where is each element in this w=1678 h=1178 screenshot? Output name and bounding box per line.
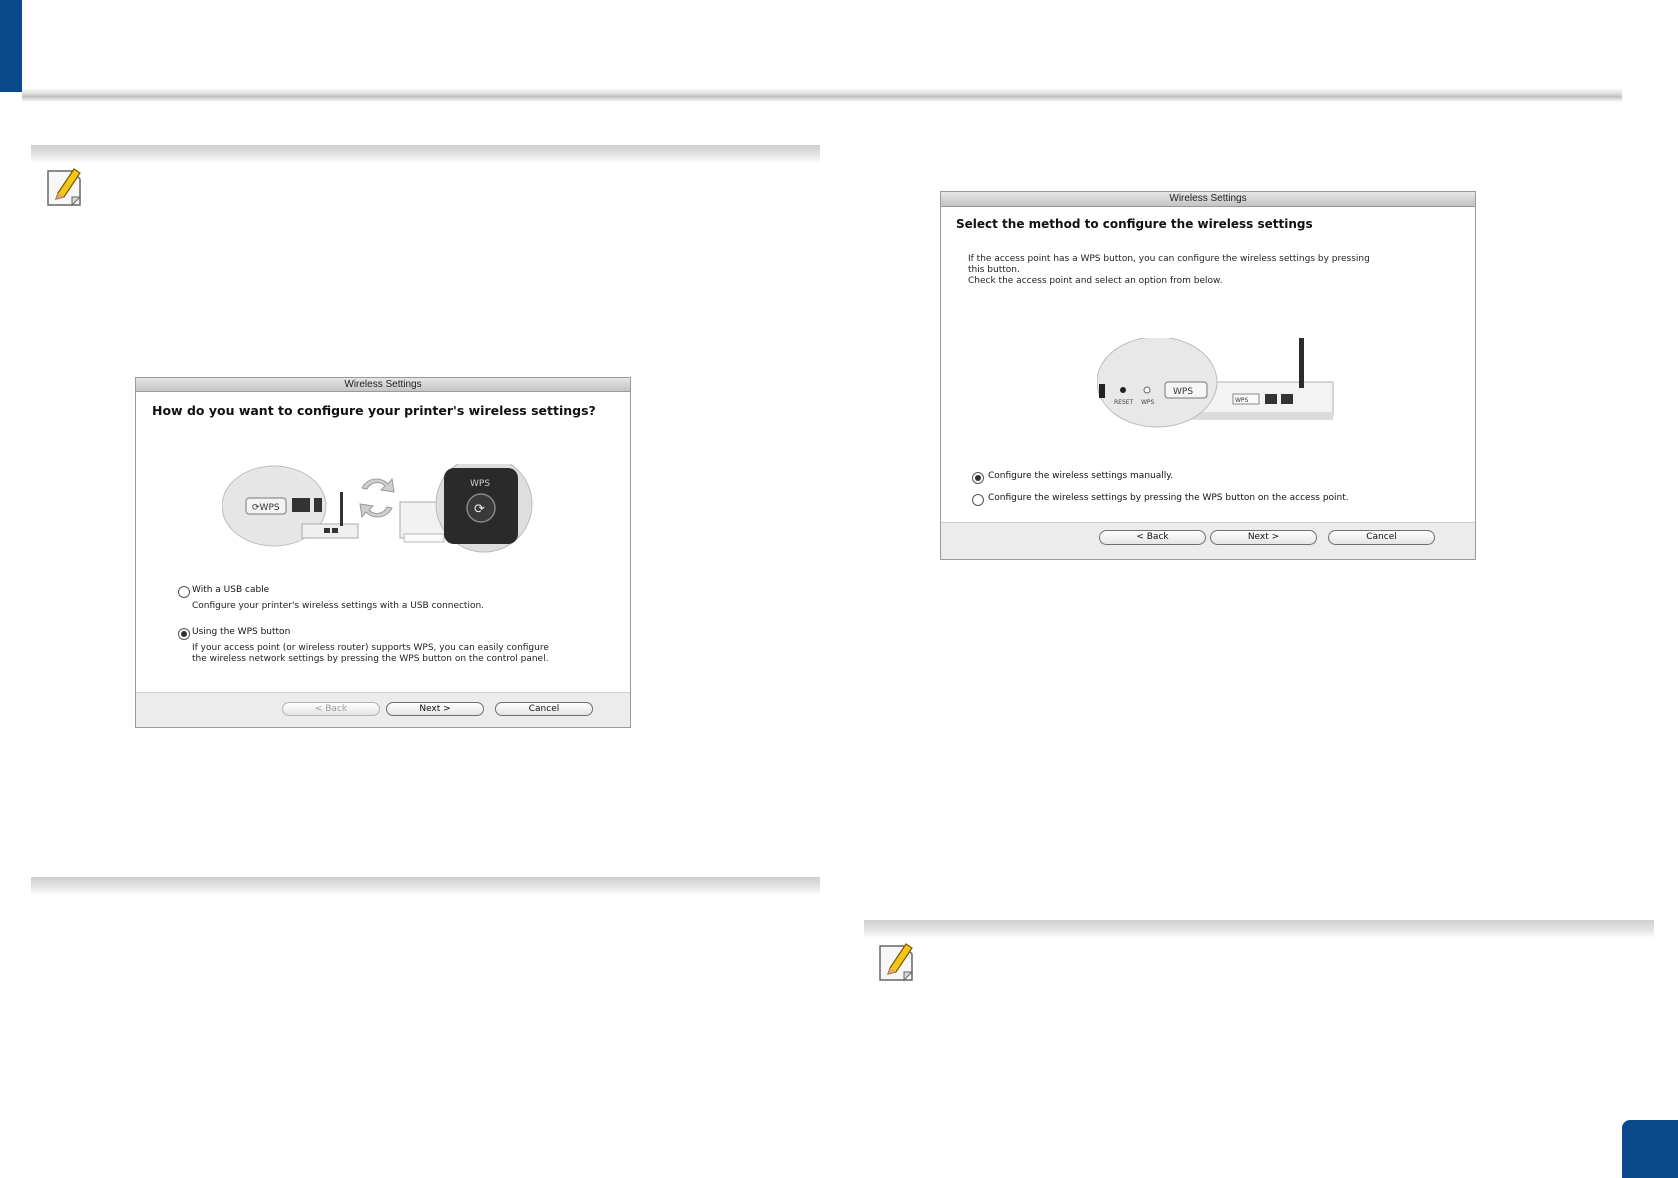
svg-text:⟳WPS: ⟳WPS [252,503,280,513]
cancel-button[interactable]: Cancel [495,702,593,716]
router-wps-tag: WPS [1235,397,1249,404]
dialog-footer [136,692,630,727]
wireless-settings-dialog-left [135,377,631,728]
radio-wps-button[interactable] [178,628,190,640]
note-pencil-icon [876,940,918,984]
option-usb-label: With a USB cable [192,585,270,595]
section-bar-bottom-left [31,877,820,895]
back-button[interactable]: < Back [282,702,380,716]
option-usb-description: Configure your printer's wireless settings with a USB connection. [192,601,485,611]
cancel-button[interactable]: Cancel [1328,530,1435,545]
back-button[interactable]: < Back [1099,530,1206,545]
radio-configure-manually[interactable] [972,472,984,484]
option-wps-description-1: If your access point (or wireless router) supports WPS, you can easily configure [192,643,549,653]
section-bar-top-left [31,145,820,163]
dialog-title: Wireless Settings [136,378,630,392]
svg-text:⟳: ⟳ [474,502,485,517]
router-wps-small-label: WPS [1141,399,1155,406]
option-manual-label: Configure the wireless settings manually. [988,471,1174,481]
router-wps-illustration [1097,338,1337,434]
wps-printer-illustration [222,464,542,554]
radio-configure-wps[interactable] [972,494,984,506]
option-wps-label: Using the WPS button [192,627,291,637]
dialog-heading: How do you want to configure your printer's wireless settings? [152,403,596,418]
dialog-heading: Select the method to configure the wireless settings [956,217,1313,231]
section-bar-bottom-right [864,920,1654,938]
note-pencil-icon [44,165,86,209]
dialog-footer [941,522,1475,559]
corner-tab [0,0,22,92]
next-button[interactable]: Next > [1210,530,1317,545]
router-reset-label: RESET [1114,399,1134,406]
option-wps-label: Configure the wireless settings by pressing the WPS button on the access point. [988,493,1349,503]
option-wps-description-2: the wireless network settings by pressing the WPS button on the control panel. [192,654,549,664]
intro-line-2: this button. [968,265,1020,275]
illustration-wps-text: WPS [470,479,491,489]
radio-usb-cable[interactable] [178,586,190,598]
intro-line-1: If the access point has a WPS button, you can configure the wireless settings by pressing [968,254,1370,264]
page-number-badge [1622,1120,1678,1178]
next-button[interactable]: Next > [386,702,484,716]
wireless-settings-dialog-right [940,191,1476,560]
intro-line-3: Check the access point and select an option from below. [968,276,1223,286]
header-rule [22,88,1622,102]
dialog-title: Wireless Settings [941,192,1475,207]
router-wps-button-label: WPS [1173,387,1194,397]
